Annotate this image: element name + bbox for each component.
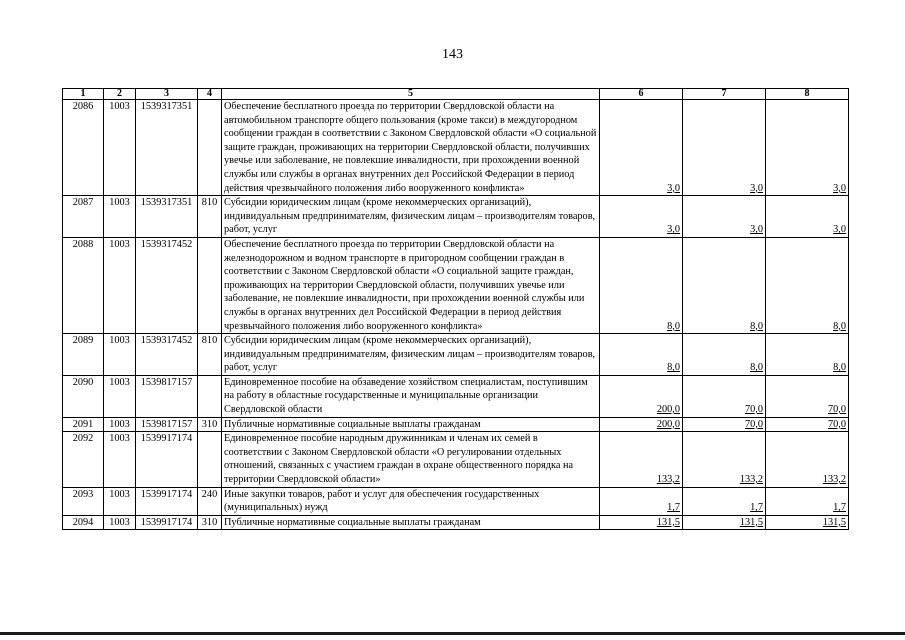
table-row <box>63 334 849 376</box>
column-header-6: 6 <box>600 89 683 100</box>
amount-col-6 <box>600 515 683 530</box>
row-number: 2088 <box>63 237 104 333</box>
row-number: 2093 <box>63 487 104 515</box>
item-description: Единовременное пособие народным дружинникам и членам их семей в соответствии с Законом Свердловской области «О регулировании отдельных отношений, связанных с участием граждан в охране общественного порядка на территории Свердловской области» <box>222 432 600 487</box>
amount-value: 133,2 <box>822 474 846 486</box>
target-code: 1539317452 <box>136 334 198 376</box>
amount-value: 70,0 <box>827 404 846 416</box>
amount-value: 8,0 <box>750 362 763 374</box>
table-row <box>63 100 849 196</box>
table-row <box>63 196 849 238</box>
table-header <box>63 89 849 100</box>
amount-col-6 <box>600 196 683 238</box>
amount-col-7 <box>683 417 766 432</box>
expense-type-code: 810 <box>198 196 222 238</box>
amount-col-6 <box>600 237 683 333</box>
amount-col-7 <box>683 432 766 487</box>
item-description: Иные закупки товаров, работ и услуг для обеспечения государственных (муниципальных) нужд <box>222 487 600 515</box>
section-code: 1003 <box>104 487 136 515</box>
target-code: 1539917174 <box>136 432 198 487</box>
amount-value: 70,0 <box>827 418 846 430</box>
target-code: 1539817157 <box>136 417 198 432</box>
amount-value: 131,5 <box>656 516 680 528</box>
target-code: 1539917174 <box>136 487 198 515</box>
amount-col-6 <box>600 432 683 487</box>
amount-value: 200,0 <box>656 418 680 430</box>
amount-value: 200,0 <box>656 404 680 416</box>
row-number: 2091 <box>63 417 104 432</box>
amount-value: 3,0 <box>833 182 846 194</box>
table-row <box>63 515 849 530</box>
target-code: 1539317351 <box>136 100 198 196</box>
amount-col-8 <box>766 100 849 196</box>
target-code: 1539817157 <box>136 375 198 417</box>
column-header-3: 3 <box>136 89 198 100</box>
row-number: 2087 <box>63 196 104 238</box>
table-row <box>63 432 849 487</box>
expense-type-code <box>198 375 222 417</box>
expense-type-code: 240 <box>198 487 222 515</box>
row-number: 2094 <box>63 515 104 530</box>
amount-value: 8,0 <box>833 362 846 374</box>
amount-value: 70,0 <box>744 404 763 416</box>
amount-col-6 <box>600 487 683 515</box>
row-number: 2092 <box>63 432 104 487</box>
table-row <box>63 487 849 515</box>
section-code: 1003 <box>104 515 136 530</box>
section-code: 1003 <box>104 237 136 333</box>
target-code: 1539917174 <box>136 515 198 530</box>
amount-col-7 <box>683 375 766 417</box>
amount-value: 133,2 <box>656 474 680 486</box>
amount-col-6 <box>600 100 683 196</box>
item-description: Единовременное пособие на обзаведение хозяйством специалистам, поступившим на работу в областные государственные и муниципальные организации Свердловской области <box>222 375 600 417</box>
amount-value: 3,0 <box>750 224 763 236</box>
expense-type-code <box>198 432 222 487</box>
amount-col-6 <box>600 334 683 376</box>
item-description: Публичные нормативные социальные выплаты гражданам <box>222 515 600 530</box>
expense-type-code: 310 <box>198 515 222 530</box>
column-header-4: 4 <box>198 89 222 100</box>
amount-value: 3,0 <box>833 224 846 236</box>
amount-col-8 <box>766 487 849 515</box>
expense-type-code: 810 <box>198 334 222 376</box>
amount-value: 1,7 <box>667 502 680 514</box>
amount-col-6 <box>600 375 683 417</box>
item-description: Обеспечение бесплатного проезда по территории Свердловской области на железнодорожном и водном транспорте в пригородном сообщении граждан в соответствии с Законом Свердловской области «О социальной защите граждан, проживающих на территории Свердловской области, получивших увечье или заболевание, не повлекшие инвалидности, при прохождении военной службы или службы в органах внутренних дел Российской Федерации в период действия чрезвычайного положения либо вооруженного конфликта» <box>222 237 600 333</box>
target-code: 1539317351 <box>136 196 198 238</box>
column-header-8: 8 <box>766 89 849 100</box>
section-code: 1003 <box>104 375 136 417</box>
expense-type-code: 310 <box>198 417 222 432</box>
amount-value: 8,0 <box>750 320 763 332</box>
amount-col-8 <box>766 432 849 487</box>
row-number: 2090 <box>63 375 104 417</box>
amount-value: 131,5 <box>739 516 763 528</box>
budget-table <box>62 88 849 530</box>
target-code: 1539317452 <box>136 237 198 333</box>
amount-value: 3,0 <box>667 182 680 194</box>
section-code: 1003 <box>104 196 136 238</box>
table-row <box>63 375 849 417</box>
amount-col-8 <box>766 375 849 417</box>
amount-value: 1,7 <box>750 502 763 514</box>
page-number: 143 <box>442 47 463 62</box>
expense-type-code <box>198 237 222 333</box>
amount-col-8 <box>766 417 849 432</box>
amount-col-8 <box>766 237 849 333</box>
section-code: 1003 <box>104 432 136 487</box>
table-body <box>63 100 849 530</box>
amount-col-8 <box>766 334 849 376</box>
amount-value: 70,0 <box>744 418 763 430</box>
section-code: 1003 <box>104 417 136 432</box>
column-header-5: 5 <box>222 89 600 100</box>
amount-col-8 <box>766 515 849 530</box>
amount-value: 133,2 <box>739 474 763 486</box>
item-description: Субсидии юридическим лицам (кроме некоммерческих организаций), индивидуальным предпринимателям, физическим лицам – производителям товаров, работ, услуг <box>222 334 600 376</box>
table-row <box>63 237 849 333</box>
amount-col-8 <box>766 196 849 238</box>
row-number: 2089 <box>63 334 104 376</box>
item-description: Публичные нормативные социальные выплаты гражданам <box>222 417 600 432</box>
amount-col-7 <box>683 237 766 333</box>
amount-col-7 <box>683 515 766 530</box>
amount-value: 3,0 <box>667 224 680 236</box>
section-code: 1003 <box>104 334 136 376</box>
item-description: Субсидии юридическим лицам (кроме некоммерческих организаций), индивидуальным предпринимателям, физическим лицам – производителям товаров, работ, услуг <box>222 196 600 238</box>
item-description: Обеспечение бесплатного проезда по территории Свердловской области на автомобильном транспорте общего пользования (кроме такси) в междугородном сообщении граждан в соответствии с Законом Свердловской области «О социальной защите граждан, проживающих на территории Свердловской области, получивших увечье или заболевание, не повлекшие инвалидности, при прохождении военной службы или службы в органах внутренних дел Российской Федерации в период действия чрезвычайного положения либо вооруженного конфликта» <box>222 100 600 196</box>
column-header-1: 1 <box>63 89 104 100</box>
amount-value: 8,0 <box>833 320 846 332</box>
amount-col-7 <box>683 196 766 238</box>
scan-edge-line <box>0 632 905 635</box>
column-header-2: 2 <box>104 89 136 100</box>
amount-col-6 <box>600 417 683 432</box>
row-number: 2086 <box>63 100 104 196</box>
amount-value: 8,0 <box>667 362 680 374</box>
expense-type-code <box>198 100 222 196</box>
amount-col-7 <box>683 487 766 515</box>
amount-value: 131,5 <box>822 516 846 528</box>
amount-col-7 <box>683 334 766 376</box>
amount-value: 8,0 <box>667 320 680 332</box>
amount-col-7 <box>683 100 766 196</box>
amount-value: 1,7 <box>833 502 846 514</box>
section-code: 1003 <box>104 100 136 196</box>
table-row <box>63 417 849 432</box>
amount-value: 3,0 <box>750 182 763 194</box>
column-header-7: 7 <box>683 89 766 100</box>
